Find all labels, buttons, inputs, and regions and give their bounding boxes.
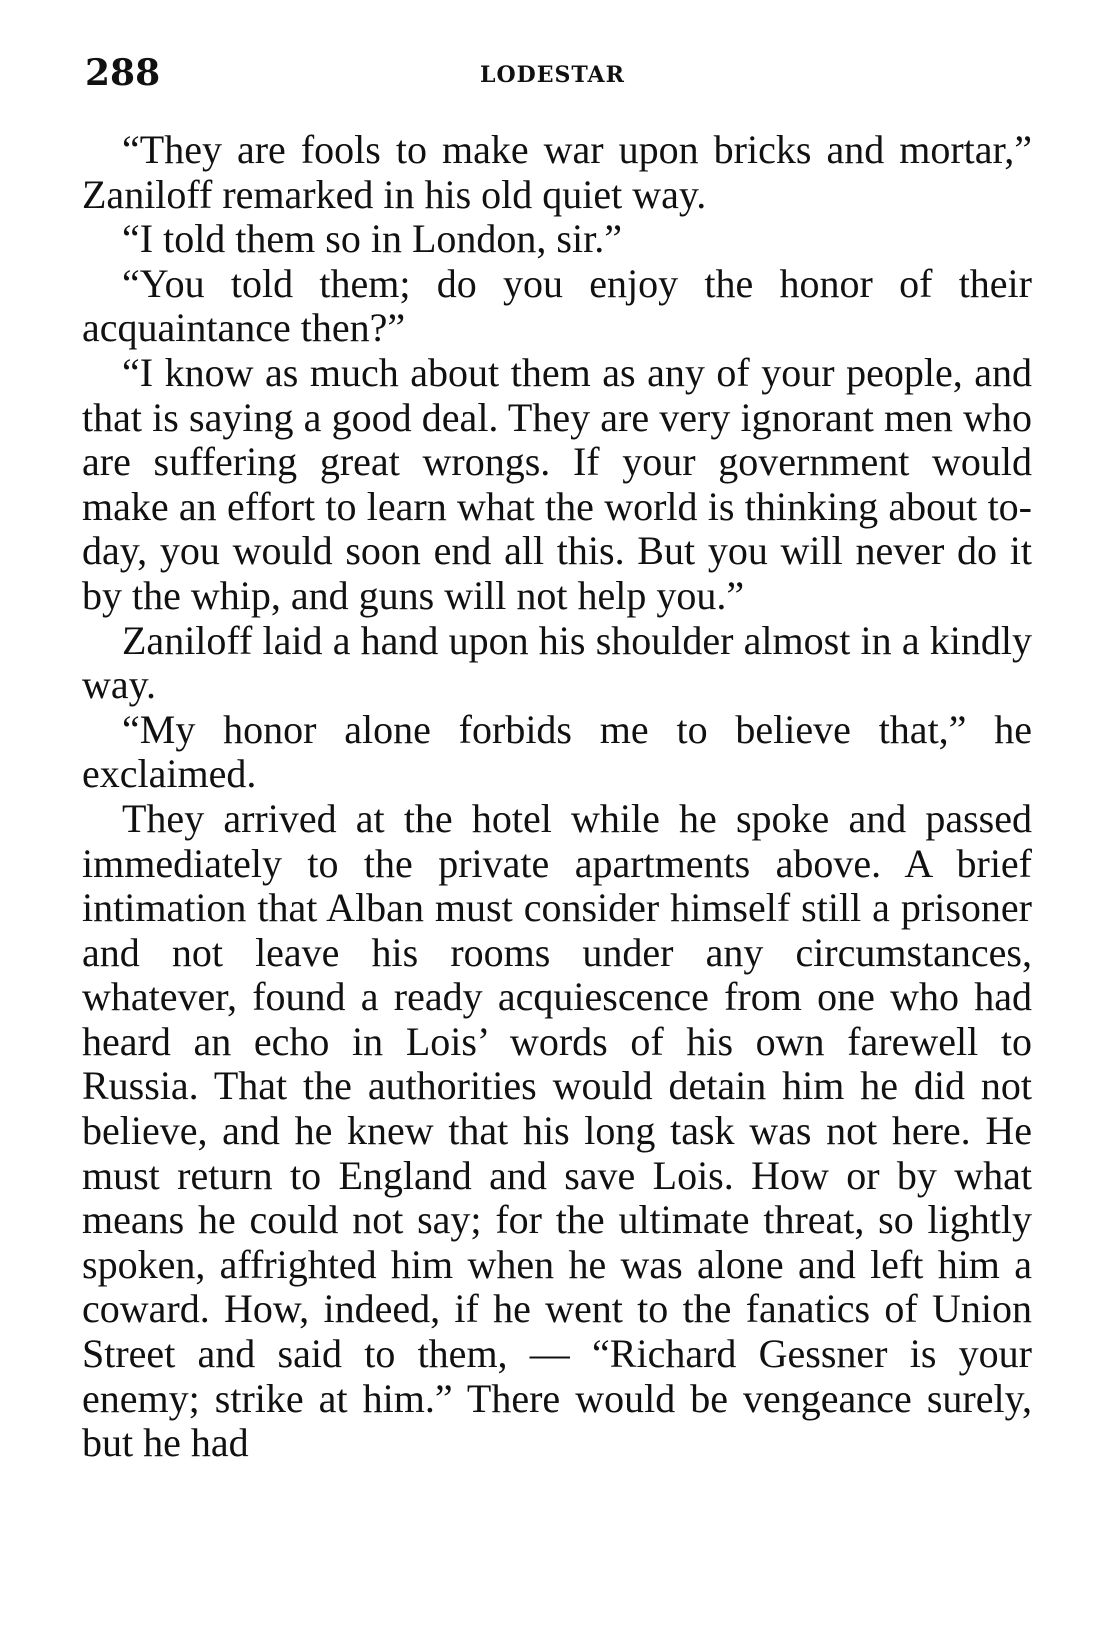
page-number: 288 [85, 52, 161, 94]
running-title: LODESTAR [480, 62, 625, 88]
paragraph: They arrived at the hotel while he spoke and passed immediately to the private apartments above. A brief intimation that Alban must consider himself still a prisoner and not leave his rooms under any circumstances, whatever, found a ready acquiescence from one who had heard an echo in Lois’ words of his own farewell to Russia. That the authorities would detain him he did not believe, and he knew that his long task was not here. He must return to England and save Lois. How or by what means he could not say; for the ultimate threat, so lightly spoken, affrighted him when he was alone and left him a coward. How, indeed, if he went to the fanatics of Union Street and said to them, — “Richard Gessner is your enemy; strike at him.” There would be vengeance surely, but he had [82, 795, 1032, 1466]
paragraph: “They are fools to make war upon bricks and mortar,” Zaniloff remarked in his old quiet way. [82, 127, 1032, 217]
paragraph: “I know as much about them as any of your people, and that is saying a good deal. They are very ignorant men who are suffering great wrongs. If your government would make an effort to learn what the world is thinking about to-day, you would soon end all this. But you will never do it by the whip, and guns will not help you.” [82, 349, 1032, 618]
paragraph: “My honor alone forbids me to believe that,” he exclaimed. [82, 706, 1032, 797]
paragraph: “I told them so in London, sir.” [122, 216, 622, 262]
paragraph: “You told them; do you enjoy the honor of their acquaintance then?” [82, 260, 1032, 351]
running-head [85, 52, 1025, 102]
paragraph: Zaniloff laid a hand upon his shoulder almost in a kindly way. [82, 617, 1032, 708]
body-text [82, 128, 1032, 1466]
